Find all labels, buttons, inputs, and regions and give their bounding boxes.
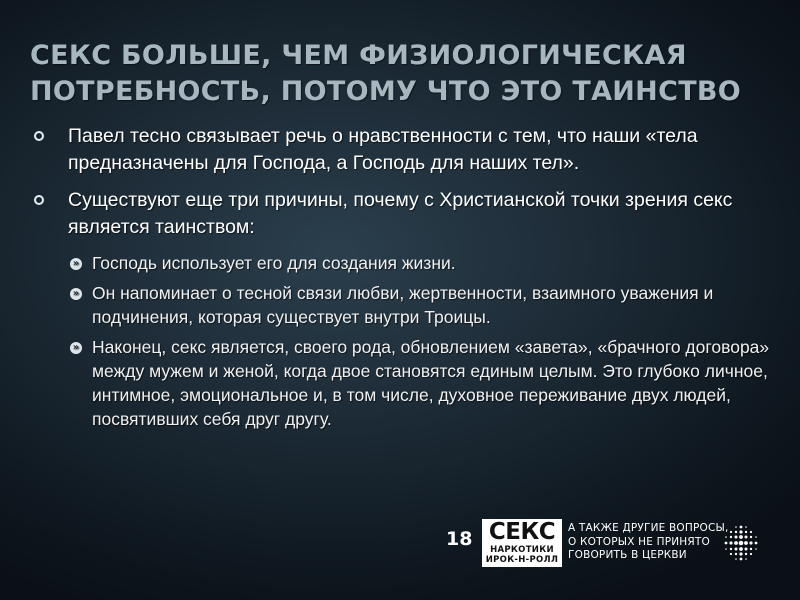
bullet-list bbox=[30, 123, 770, 437]
hollow-circle-icon bbox=[34, 131, 44, 141]
slide-title: СЕКС БОЛЬШЕ, ЧЕМ ФИЗИОЛОГИЧЕСКАЯ ПОТРЕБНОСТЬ, ПОТОМУ ЧТО ЭТО ТАИНСТВО bbox=[30, 40, 742, 107]
sub-bullet-text: Наконец, секс является, своего рода, обновлением «завета», «брачного договора» между мужем и женой, когда двое становятся единым целым. Это глубоко личное, интимное, эмоциональное и, в том числе, духовное переживание двух людей, посвятивших себя друг другу. bbox=[92, 337, 770, 429]
sub-bullet-text: Господь использует его для создания жизни. bbox=[92, 253, 456, 273]
logo-subtitle: ИРОК-Н-РОЛЛ bbox=[485, 555, 559, 565]
bullet-text: Существуют еще три причины, почему с Христианской точки зрения секс является таинством: bbox=[68, 189, 733, 238]
sub-bullet-list bbox=[68, 251, 770, 431]
bullet-item bbox=[30, 187, 770, 241]
logo-tagline-line: ГОВОРИТЬ В ЦЕРКВИ bbox=[568, 549, 687, 561]
logo-word: СЕКС bbox=[488, 519, 556, 545]
sub-bullet-item bbox=[68, 335, 770, 431]
logo-tagline-line: О КОТОРЫХ НЕ ПРИНЯТО bbox=[568, 535, 710, 548]
bullet-text: Павел тесно связывает речь о нравственности с тем, что наши «тела предназначены для Господа, а Господь для наших тел». bbox=[68, 125, 698, 174]
series-logo bbox=[482, 519, 762, 567]
logo-tagline-line: А ТАКЖЕ ДРУГИЕ ВОПРОСЫ, bbox=[568, 522, 729, 534]
sub-bullet-item bbox=[68, 281, 770, 329]
sub-bullet-item bbox=[68, 251, 770, 275]
sub-bullet-text: Он напоминает о тесной связи любви, жертвенности, взаимного уважения и подчинения, которая существует внутри Троицы. bbox=[92, 283, 714, 327]
page-number: 18 bbox=[446, 528, 473, 550]
double-chevron-right-icon: » bbox=[70, 342, 82, 354]
double-chevron-right-icon: » bbox=[70, 288, 82, 300]
logo-subtitle: НАРКОТИКИ bbox=[490, 545, 554, 555]
logo-tagline bbox=[568, 522, 729, 563]
hollow-circle-icon bbox=[34, 195, 44, 205]
logo-box bbox=[482, 519, 562, 567]
dot-cross-pattern-icon bbox=[722, 523, 760, 563]
bullet-item bbox=[30, 123, 770, 177]
double-chevron-right-icon: » bbox=[70, 258, 82, 270]
